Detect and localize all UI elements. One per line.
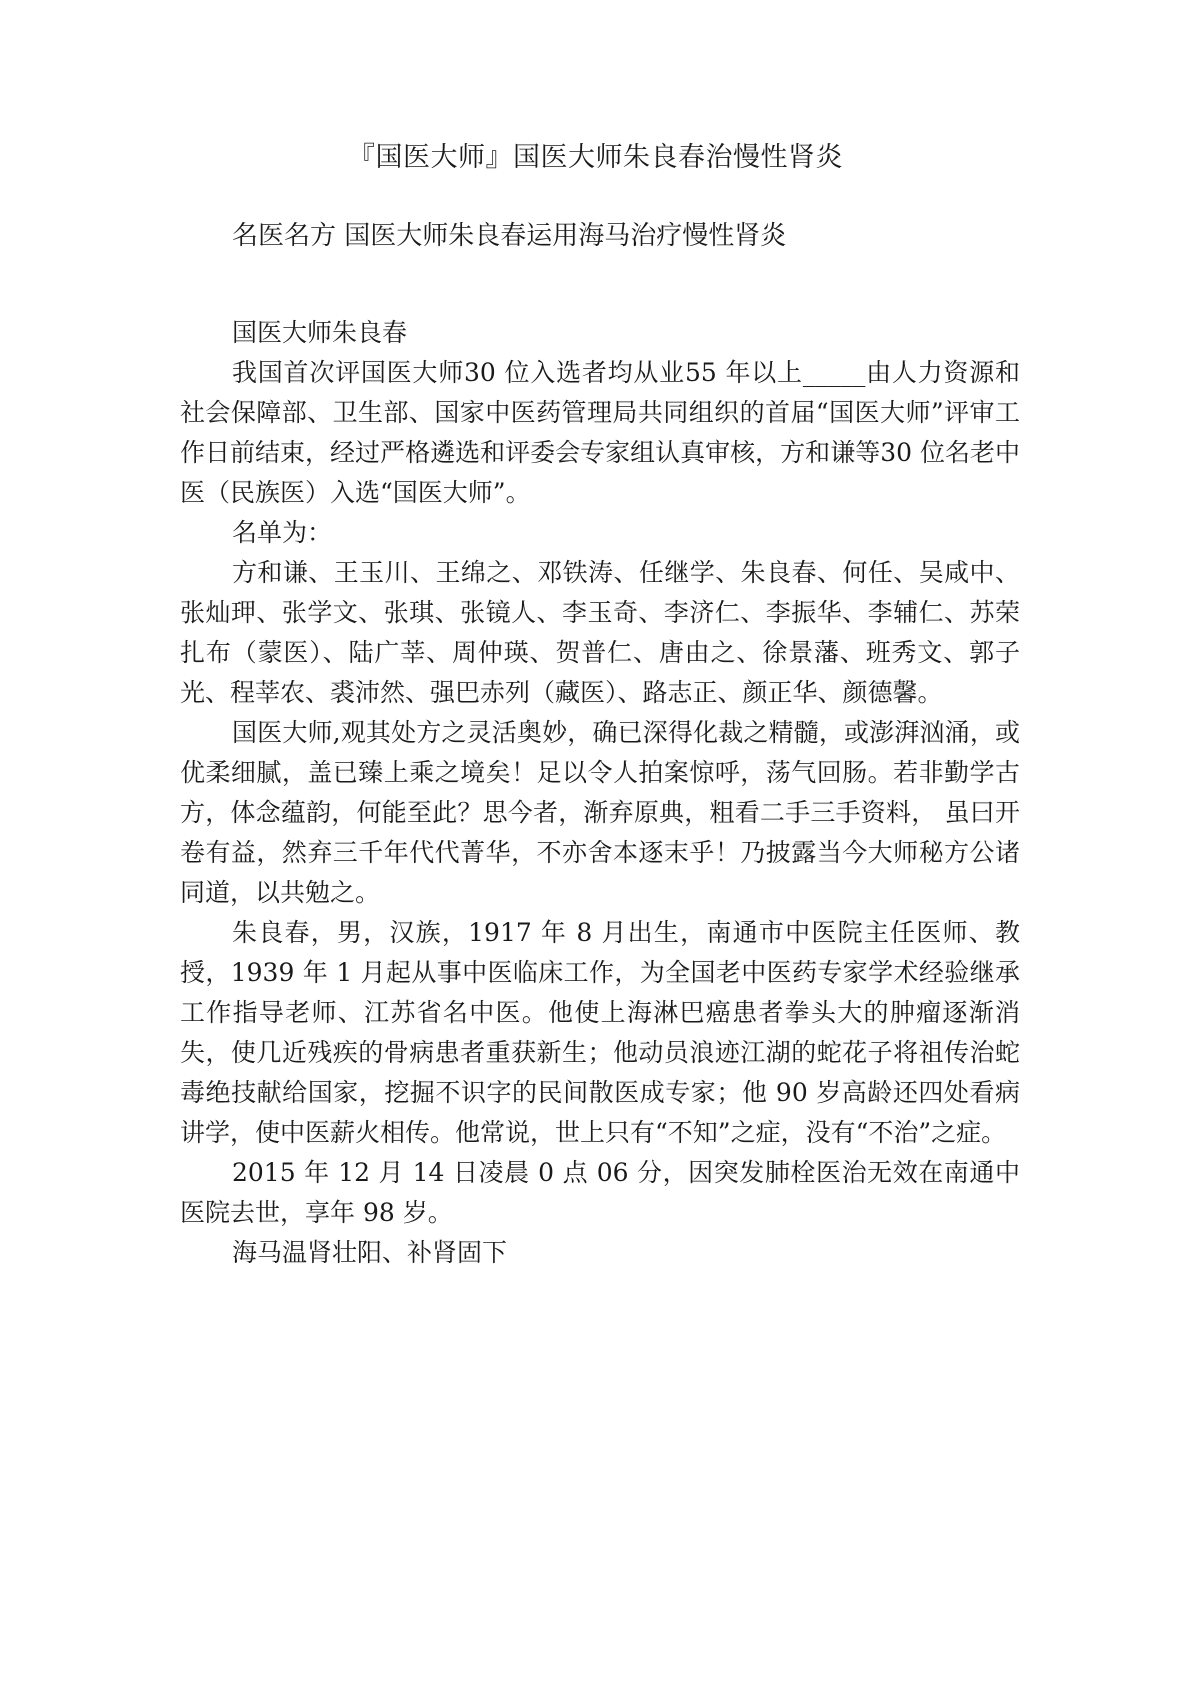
- paragraph-heading-name: 国医大师朱良春: [232, 318, 408, 347]
- document-subtitle: 名医名方 国医大师朱良春运用海马治疗慢性肾炎: [232, 221, 787, 251]
- paragraph-biography: 朱良春，男，汉族，1917 年 8 月出生，南通市中医院主任医师、教授，1939 年 1 月起从事中医临床工作，为全国老中医药专家学术经验继承工作指导老师、江苏省名中医。他使上海淋巴癌患者拳头大的肿瘤逐渐消失，使几近残疾的骨病患者重获新生；他动员浪迹江湖的蛇花子将祖传治蛇毒绝技献给国家，挖掘不识字的民间散医成专家；他 90 岁高龄还四处看病讲学，使中医薪火相传。他常说，世上只有“不知”之症，没有“不治”之症。: [180, 918, 1020, 1147]
- document-body: [180, 313, 1020, 1273]
- paragraph-section-heading: 海马温肾壮阳、补肾固下: [232, 1238, 508, 1267]
- document-title: 『国医大师』国医大师朱良春治慢性肾炎: [348, 142, 843, 173]
- paragraph-name-list: 方和谦、王玉川、王绵之、邓铁涛、任继学、朱良春、何任、吴咸中、张灿玾、张学文、张琪、张镜人、李玉奇、李济仁、李振华、李辅仁、苏荣扎布（蒙医）、陆广莘、周仲瑛、贺普仁、唐由之、徐景藩、班秀文、郭子光、程莘农、裘沛然、强巴赤列（藏医）、路志正、颜正华、颜德馨。: [180, 558, 1020, 707]
- paragraph-list-label: 名单为：: [232, 518, 333, 547]
- paragraph-commentary: 国医大师,观其处方之灵活奥妙，确已深得化裁之精髓，或澎湃汹涌，或优柔细腻，盖已臻上乘之境矣！足以令人拍案惊呼，荡气回肠。若非勤学古方，体念蕴韵，何能至此？思今者，渐弃原典，粗看二手三手资料， 虽曰开卷有益，然弃三千年代代菁华，不亦舍本逐末乎！乃披露当今大师秘方公诸同道，以共勉之。: [180, 718, 1020, 907]
- paragraph-intro: 我国首次评国医大师30 位入选者均从业55 年以上_____由人力资源和社会保障部、卫生部、国家中医药管理局共同组织的首届“国医大师”评审工作日前结束，经过严格遴选和评委会专家组认真审核，方和谦等30 位名老中医（民族医）入选“国医大师”。: [180, 358, 1020, 507]
- paragraph-death: 2015 年 12 月 14 日凌晨 0 点 06 分，因突发肺栓医治无效在南通中医院去世，享年 98 岁。: [180, 1158, 1020, 1227]
